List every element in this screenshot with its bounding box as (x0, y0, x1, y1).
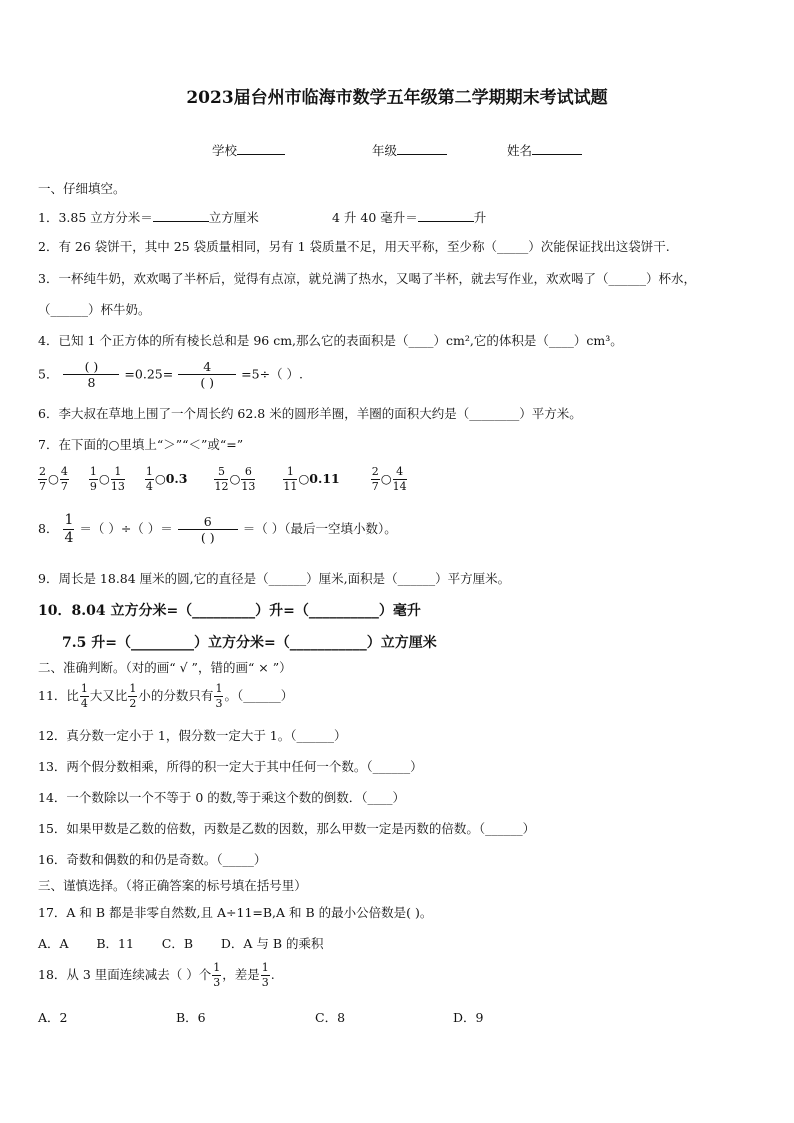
grade-field[interactable] (372, 143, 447, 158)
page-title: 2023届台州市临海市数学五年级第二学期期末考试试题 (186, 88, 608, 108)
question-18: 18．从 3 里面连续减去（ ）个 $\frac{1}{3}$ ，差是 $\frac{1}{3}$ . (38, 961, 275, 989)
compare-circle[interactable]: ○ (229, 470, 241, 486)
section-2-heading: 二、准确判断。（对的画“ √ ”，错的画“ × ”） (38, 660, 292, 675)
question-18-option-c[interactable]: C．8 (315, 1010, 346, 1025)
grade-label: 年级 (372, 143, 398, 158)
compare-item: $\frac{2}{7}$ ○ $\frac{4}{14}$ (371, 465, 407, 493)
question-6: 6．李大叔在草地上围了一个周长约 62.8 米的圆形羊圈，羊圈的面积大约是（________）平方米。 (38, 406, 582, 421)
name-label: 姓名 (507, 143, 533, 158)
question-3-line-2: （______）杯牛奶。 (38, 302, 151, 317)
fraction: $\frac{4}{( )}$ (178, 360, 236, 389)
question-7: 7．在下面的○里填上“＞”“＜”或“=” (38, 437, 244, 452)
question-13: 13．两个假分数相乘，所得的积一定大于其中任何一个数。（______） (38, 759, 423, 774)
question-8: 8． $\frac{1}{4}$ ＝（ ）÷（ ）＝ $\frac{6}{( )}$ ＝（ ）（最后一空填小数）。 (38, 512, 397, 546)
question-5: 5． $\frac{( )}{8}$ =0.25= $\frac{4}{( )}$ =5÷（ ）. (38, 359, 304, 391)
question-10-line-2: 7.5 升=（_________）立方分米=（___________）立方厘米 (62, 635, 437, 651)
question-12: 12．真分数一定小于 1，假分数一定大于 1。（______） (38, 728, 347, 743)
question-4: 4．已知 1 个正方体的所有棱长总和是 96 cm,那么它的表面积是（____）cm²,它的体积是（____）cm³。 (38, 333, 623, 348)
compare-item: $\frac{2}{7}$ ○ $\frac{4}{7}$ (39, 465, 68, 493)
question-1-part-2: 4 升 40 毫升＝ 升 (332, 210, 487, 225)
question-16: 16．奇数和偶数的和仍是奇数。（_____） (38, 852, 267, 867)
question-18-option-d[interactable]: D．9 (453, 1010, 484, 1025)
question-18-option-b[interactable]: B．6 (176, 1010, 206, 1025)
question-15: 15．如果甲数是乙数的倍数，丙数是乙数的因数，那么甲数一定是丙数的倍数。（______） (38, 821, 536, 836)
question-14: 14．一个数除以一个不等于 0 的数,等于乘这个数的倒数．（____） (38, 790, 406, 805)
question-1: 1．3.85 立方分米＝ 立方厘米 (38, 210, 259, 225)
compare-circle[interactable]: ○ (48, 470, 59, 486)
section-3-heading: 三、谨慎选择。（将正确答案的标号填在括号里） (38, 878, 307, 893)
name-field[interactable] (507, 143, 582, 158)
compare-item: $\frac{1}{9}$ ○ $\frac{1}{13}$ (89, 465, 125, 493)
compare-circle[interactable]: ○ (154, 470, 166, 486)
question-2: 2．有 26 袋饼干，其中 25 袋质量相同，另有 1 袋质量不足，用天平称，至少称（_____）次能保证找出这袋饼干. (38, 239, 670, 254)
compare-item: $\frac{1}{4}$ ○0.3 (145, 465, 188, 493)
question-17: 17．A 和 B 都是非零自然数,且 A÷11=B,A 和 B 的最小公倍数是( )。 (38, 905, 433, 920)
fraction: $\frac{( )}{8}$ (63, 360, 119, 389)
compare-circle[interactable]: ○ (98, 470, 110, 486)
question-7-items (37, 466, 424, 492)
question-9: 9．周长是 18.84 厘米的圆,它的直径是（______）厘米,面积是（______）平方厘米。 (38, 571, 511, 586)
compare-circle[interactable]: ○ (380, 470, 392, 486)
school-label: 学校 (212, 143, 238, 158)
question-10-line-1: 10．8.04 立方分米=（_________）升=（__________）毫升 (38, 603, 421, 619)
compare-item: $\frac{5}{12}$ ○ $\frac{6}{13}$ (214, 465, 256, 493)
school-field[interactable] (212, 143, 285, 158)
compare-item: $\frac{1}{11}$ ○0.11 (283, 465, 340, 493)
question-11: 11．比 $\frac{1}{4}$ 大又比 $\frac{1}{2}$ 小的分数只有 $\frac{1}{3}$ 。（______） (38, 682, 294, 710)
section-1-heading: 一、仔细填空。 (38, 181, 126, 196)
question-17-options[interactable]: A．A B．11 C．B D．A 与 B 的乘积 (38, 936, 324, 951)
question-3-line-1: 3．一杯纯牛奶，欢欢喝了半杯后，觉得有点凉，就兑满了热水，又喝了半杯，就去写作业，欢欢喝了（______）杯水， (38, 271, 696, 286)
question-18-option-a[interactable]: A．2 (38, 1010, 68, 1025)
compare-circle[interactable]: ○ (298, 470, 310, 486)
